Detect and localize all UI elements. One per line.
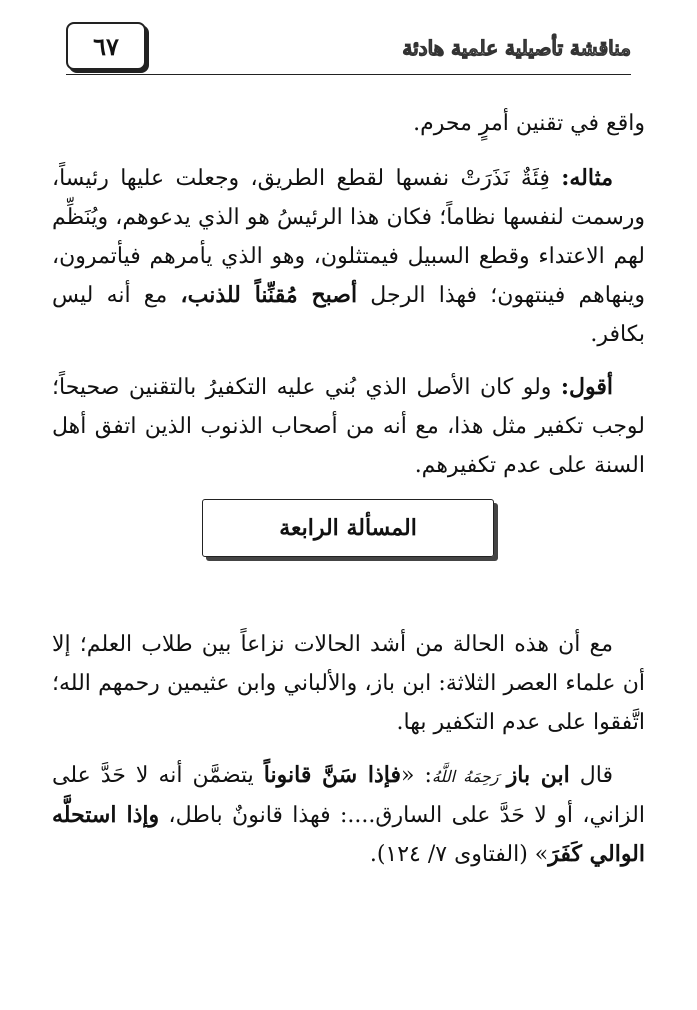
header-divider	[66, 74, 631, 75]
aqool-text: ولو كان الأصل الذي بُني عليه التكفيرُ بالتقنين صحيحاً؛ لوجب تكفير مثل هذا، مع أنه من أصحاب الذنوب الذين اتفق أهل السنة على عدم تكفيرهم.	[52, 375, 645, 478]
paragraph-1-text: واقع في تقنين أمرٍ محرم.	[413, 111, 645, 136]
quote-text-1: يتضمَّن أنه لا حَدَّ على الزاني، أو لا حَدَّ على السارق....: فهذا قانونٌ باطل،	[52, 763, 645, 828]
section-heading: المسألة الرابعة	[279, 514, 417, 541]
quote-intro: قال	[569, 763, 614, 788]
aqool-label: أقول:	[560, 374, 613, 400]
paragraph-4-text: مع أن هذه الحالة من أشد الحالات نزاعاً بين طلاب العلم؛ إلا أن علماء العصر الثلاثة: ابن باز، والألباني وابن عثيمين رحمهم الله؛ اتَّفقوا على عدم التكفير بها.	[52, 632, 645, 735]
page-number-box	[66, 22, 146, 70]
paragraph-1	[52, 104, 645, 143]
example-bold-phrase: أصبح مُقنِّناً للذنب،	[180, 282, 358, 308]
section-heading-box	[202, 499, 494, 557]
quote-citation: » (الفتاوى ٧/ ١٢٤).	[369, 842, 549, 867]
paragraph-aqool	[52, 368, 645, 485]
quote-bold-2: وإذا استحلَّه الوالي كَفَرَ	[52, 802, 645, 867]
quote-open: : «	[400, 763, 432, 788]
section-heading-wrap	[52, 499, 645, 619]
quote-bold-1: فإذا سَنَّ قانوناً	[263, 762, 401, 788]
paragraph-4	[52, 625, 645, 742]
example-text-b: مع أنه ليس بكافر.	[52, 283, 645, 347]
example-label: مثاله:	[561, 165, 613, 191]
body-text	[52, 104, 645, 888]
scholar-name: ابن باز	[506, 762, 570, 788]
example-text-a: فِئَةٌ نَذَرَتْ نفسها لقطع الطريق، وجعلت عليها رئيساً، ورسمت لنفسها نظاماً؛ فكان هذا الرئيسُ هو الذي يدعوهم، ويُنَظِّم لهم الاعتداء وقطع السبيل فيمتثلون، وهو الذي يأمرهم فيأتمرون، وينهاهم فينتهون؛ فهذا الرجل	[52, 166, 645, 308]
page-number: ٦٧	[93, 31, 119, 61]
paragraph-example	[52, 159, 645, 354]
page-header	[66, 22, 631, 74]
running-title: مناقشة تأصيلية علمية هادئة	[402, 36, 631, 60]
honorific-glyph: رَحِمَهُ اللَّهُ	[431, 767, 507, 786]
paragraph-ibn-baz-quote	[52, 756, 645, 874]
